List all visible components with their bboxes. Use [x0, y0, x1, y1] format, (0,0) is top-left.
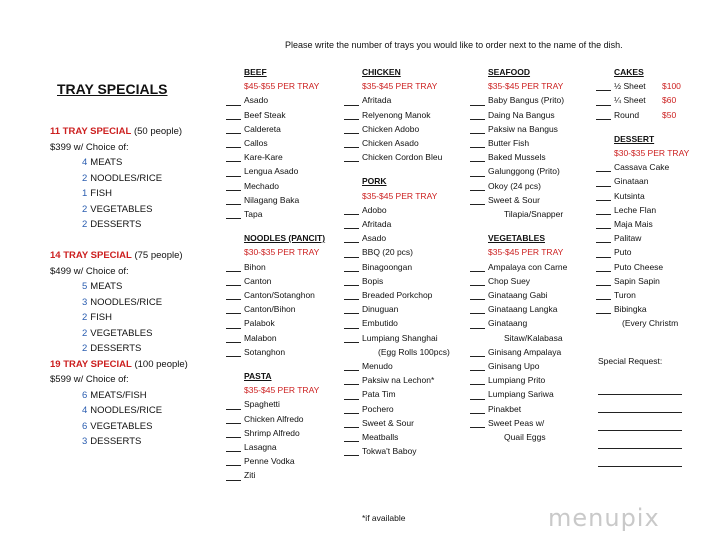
menu-item[interactable]: Baked Mussels	[488, 150, 567, 164]
menu-item[interactable]: Baby Bangus (Prito)	[488, 93, 567, 107]
menu-item[interactable]: Palabok	[244, 316, 325, 330]
menu-item[interactable]: Afritada	[362, 217, 450, 231]
special-choice: 2 DESSERTS	[82, 343, 142, 354]
special-header: 19 TRAY SPECIAL (100 people)	[50, 358, 188, 370]
menu-item[interactable]: Sweet Peas w/	[488, 416, 567, 430]
special-request-line[interactable]	[598, 466, 682, 467]
menu-item[interactable]: Tokwa't Baboy	[362, 444, 450, 458]
menu-item[interactable]: Beef Steak	[244, 108, 325, 122]
dessert-price: $30-$35 PER TRAY	[614, 148, 690, 159]
tray-specials-list	[50, 124, 188, 450]
menu-item[interactable]: Callos	[244, 136, 325, 150]
menu-item: ¼ Sheet $60	[614, 93, 689, 107]
menu-item[interactable]: Lumpiang Sariwa	[488, 387, 567, 401]
menu-item: Round $50	[614, 108, 689, 122]
menu-item[interactable]: Chicken Alfredo	[244, 412, 325, 426]
beef-price: $45-$55 PER TRAY	[244, 81, 320, 92]
menu-item[interactable]: Chicken Cordon Bleu	[362, 150, 450, 164]
menu-item[interactable]: Pata Tim	[362, 387, 450, 401]
menu-item[interactable]: Menudo	[362, 359, 450, 373]
special-choice: 6 MEATS/FISH	[82, 389, 147, 401]
beef-heading: BEEF	[244, 67, 267, 77]
menu-item[interactable]: Relyenong Manok	[362, 108, 450, 122]
menu-item[interactable]: Ginataang	[488, 316, 567, 330]
noodles-heading: NOODLES (PANCIT)	[244, 233, 326, 244]
pork-heading: PORK	[362, 176, 387, 187]
special-choice: 2 VEGETABLES	[82, 203, 153, 215]
menu-item[interactable]: Cassava Cake	[614, 160, 689, 174]
menu-item[interactable]: Ginataang Langka	[488, 302, 567, 316]
menu-item-note: Tilapia/Snapper	[504, 209, 564, 220]
special-choice: 4 MEATS	[82, 157, 123, 168]
menu-item[interactable]: Butter Fish	[488, 136, 567, 150]
special-choice: 5 MEATS	[82, 281, 123, 292]
menu-item[interactable]: Asado	[362, 231, 450, 245]
menu-item[interactable]: Spaghetti	[244, 397, 325, 411]
menu-item[interactable]: Pochero	[362, 402, 450, 416]
special-choice: 2 FISH	[82, 312, 112, 323]
menu-item[interactable]: Ginataan	[614, 174, 689, 188]
menu-item[interactable]: Ampalaya con Carne	[488, 260, 567, 274]
special-request-label: Special Request:	[598, 356, 663, 366]
menu-item[interactable]: Sapin Sapin	[614, 274, 689, 288]
special-choice: 6 VEGETABLES	[82, 420, 153, 432]
seafood-heading: SEAFOOD	[488, 67, 531, 77]
menu-item-note: Quail Eggs	[504, 432, 546, 443]
menu-item[interactable]: Paksiw na Bangus	[488, 122, 567, 136]
menu-column-3	[488, 65, 567, 444]
menu-item[interactable]: Malabon	[244, 331, 325, 345]
menu-item[interactable]: Shrimp Alfredo	[244, 426, 325, 440]
menu-item[interactable]: Caldereta	[244, 122, 325, 136]
menu-item[interactable]: Chop Suey	[488, 274, 567, 288]
cakes-heading: CAKES	[614, 67, 644, 77]
special-choice: 4 NOODLES/RICE	[82, 405, 163, 416]
special-header: 11 TRAY SPECIAL (50 people)	[50, 126, 183, 137]
menu-item[interactable]: Lengua Asado	[244, 164, 325, 178]
menu-item[interactable]: Adobo	[362, 203, 450, 217]
menu-item-note: (Every Christm	[622, 318, 679, 329]
chicken-heading: CHICKEN	[362, 67, 401, 77]
menu-item[interactable]: Canton	[244, 274, 325, 288]
menupix-watermark: menupix	[548, 504, 660, 532]
menu-item[interactable]: Kare-Kare	[244, 150, 325, 164]
menu-item[interactable]: Canton/Bihon	[244, 302, 325, 316]
menu-item[interactable]: Bopis	[362, 274, 450, 288]
menu-item[interactable]: Breaded Porkchop	[362, 288, 450, 302]
menu-item[interactable]: Tapa	[244, 207, 325, 221]
menu-item[interactable]: Palitaw	[614, 231, 689, 245]
pasta-heading: PASTA	[244, 371, 272, 382]
menu-item[interactable]: Nilagang Baka	[244, 193, 325, 207]
menu-item[interactable]: Okoy (24 pcs)	[488, 179, 567, 193]
menu-item[interactable]: Puto	[614, 245, 689, 259]
special-choice: 3 DESSERTS	[82, 436, 142, 447]
menu-item[interactable]: Sweet & Sour	[362, 416, 450, 430]
menu-column-2	[362, 65, 450, 458]
menu-item[interactable]: Ziti	[244, 468, 325, 482]
menu-item[interactable]: Turon	[614, 288, 689, 302]
special-header: 14 TRAY SPECIAL (75 people)	[50, 250, 183, 261]
menu-item[interactable]: Daing Na Bangus	[488, 108, 567, 122]
noodles-price: $30-$35 PER TRAY	[244, 247, 320, 258]
special-request-line[interactable]	[598, 448, 682, 449]
special-choice: 2 VEGETABLES	[82, 327, 153, 339]
menu-item[interactable]: Binagoongan	[362, 260, 450, 274]
special-request-line[interactable]	[598, 394, 682, 395]
menu-item[interactable]: Canton/Sotanghon	[244, 288, 325, 302]
menu-item[interactable]: Maja Mais	[614, 217, 689, 231]
menu-item[interactable]: Sotanghon	[244, 345, 325, 359]
order-instructions: Please write the number of trays you would like to order next to the name of the dish.	[285, 40, 623, 50]
menu-item[interactable]: Ginataang Gabi	[488, 288, 567, 302]
menu-item[interactable]: Galunggong (Prito)	[488, 164, 567, 178]
menu-item[interactable]: Bibingka	[614, 302, 689, 316]
menu-item[interactable]: Bihon	[244, 260, 325, 274]
tray-specials-title: TRAY SPECIALS	[57, 81, 168, 97]
special-request-line[interactable]	[598, 430, 682, 431]
special-choice: 3 NOODLES/RICE	[82, 296, 163, 308]
menu-item[interactable]: Ginisang Upo	[488, 359, 567, 373]
menu-item: ½ Sheet $100	[614, 79, 689, 93]
menu-item-note: Sitaw/Kalabasa	[504, 332, 563, 343]
menu-item[interactable]: Leche Flan	[614, 203, 689, 217]
special-choice: 2 DESSERTS	[82, 219, 142, 230]
special-price: $599 w/ Choice of:	[50, 374, 129, 385]
special-price: $499 w/ Choice of:	[50, 265, 129, 277]
menu-item[interactable]: Chicken Asado	[362, 136, 450, 150]
menu-item[interactable]: Sweet & Sour	[488, 193, 567, 207]
menu-item-note: (Egg Rolls 100pcs)	[378, 346, 450, 357]
special-request-line[interactable]	[598, 412, 682, 413]
menu-item[interactable]: Meatballs	[362, 430, 450, 444]
menu-item[interactable]: Asado	[244, 93, 325, 107]
menu-item[interactable]: Ginisang Ampalaya	[488, 345, 567, 359]
menu-item[interactable]: Embutido	[362, 316, 450, 330]
menu-item[interactable]: Kutsinta	[614, 189, 689, 203]
special-choice: 1 FISH	[82, 188, 112, 199]
vegetables-heading: VEGETABLES	[488, 233, 545, 244]
seafood-price: $35-$45 PER TRAY	[488, 81, 564, 92]
chicken-price: $35-$45 PER TRAY	[362, 81, 438, 92]
menu-item[interactable]: Afritada	[362, 93, 450, 107]
menu-item[interactable]: Lumpiang Shanghai	[362, 331, 450, 345]
menu-item[interactable]: Pinakbet	[488, 402, 567, 416]
menu-column-4	[614, 65, 689, 331]
menu-item[interactable]: Lasagna	[244, 440, 325, 454]
pasta-price: $35-$45 PER TRAY	[244, 385, 320, 396]
dessert-heading: DESSERT	[614, 133, 655, 144]
menu-item[interactable]: Lumpiang Prito	[488, 373, 567, 387]
menu-item[interactable]: Mechado	[244, 179, 325, 193]
menu-item[interactable]: Chicken Adobo	[362, 122, 450, 136]
special-price: $399 w/ Choice of:	[50, 141, 129, 153]
menu-item[interactable]: Puto Cheese	[614, 260, 689, 274]
menu-column-1	[244, 65, 325, 483]
menu-item[interactable]: Paksiw na Lechon*	[362, 373, 450, 387]
pork-price: $35-$45 PER TRAY	[362, 190, 438, 201]
special-choice: 2 NOODLES/RICE	[82, 172, 163, 184]
menu-item[interactable]: Penne Vodka	[244, 454, 325, 468]
footnote: *if available	[362, 513, 406, 523]
vegetables-price: $35-$45 PER TRAY	[488, 247, 564, 258]
menu-item[interactable]: Dinuguan	[362, 302, 450, 316]
menu-item[interactable]: BBQ (20 pcs)	[362, 245, 450, 259]
